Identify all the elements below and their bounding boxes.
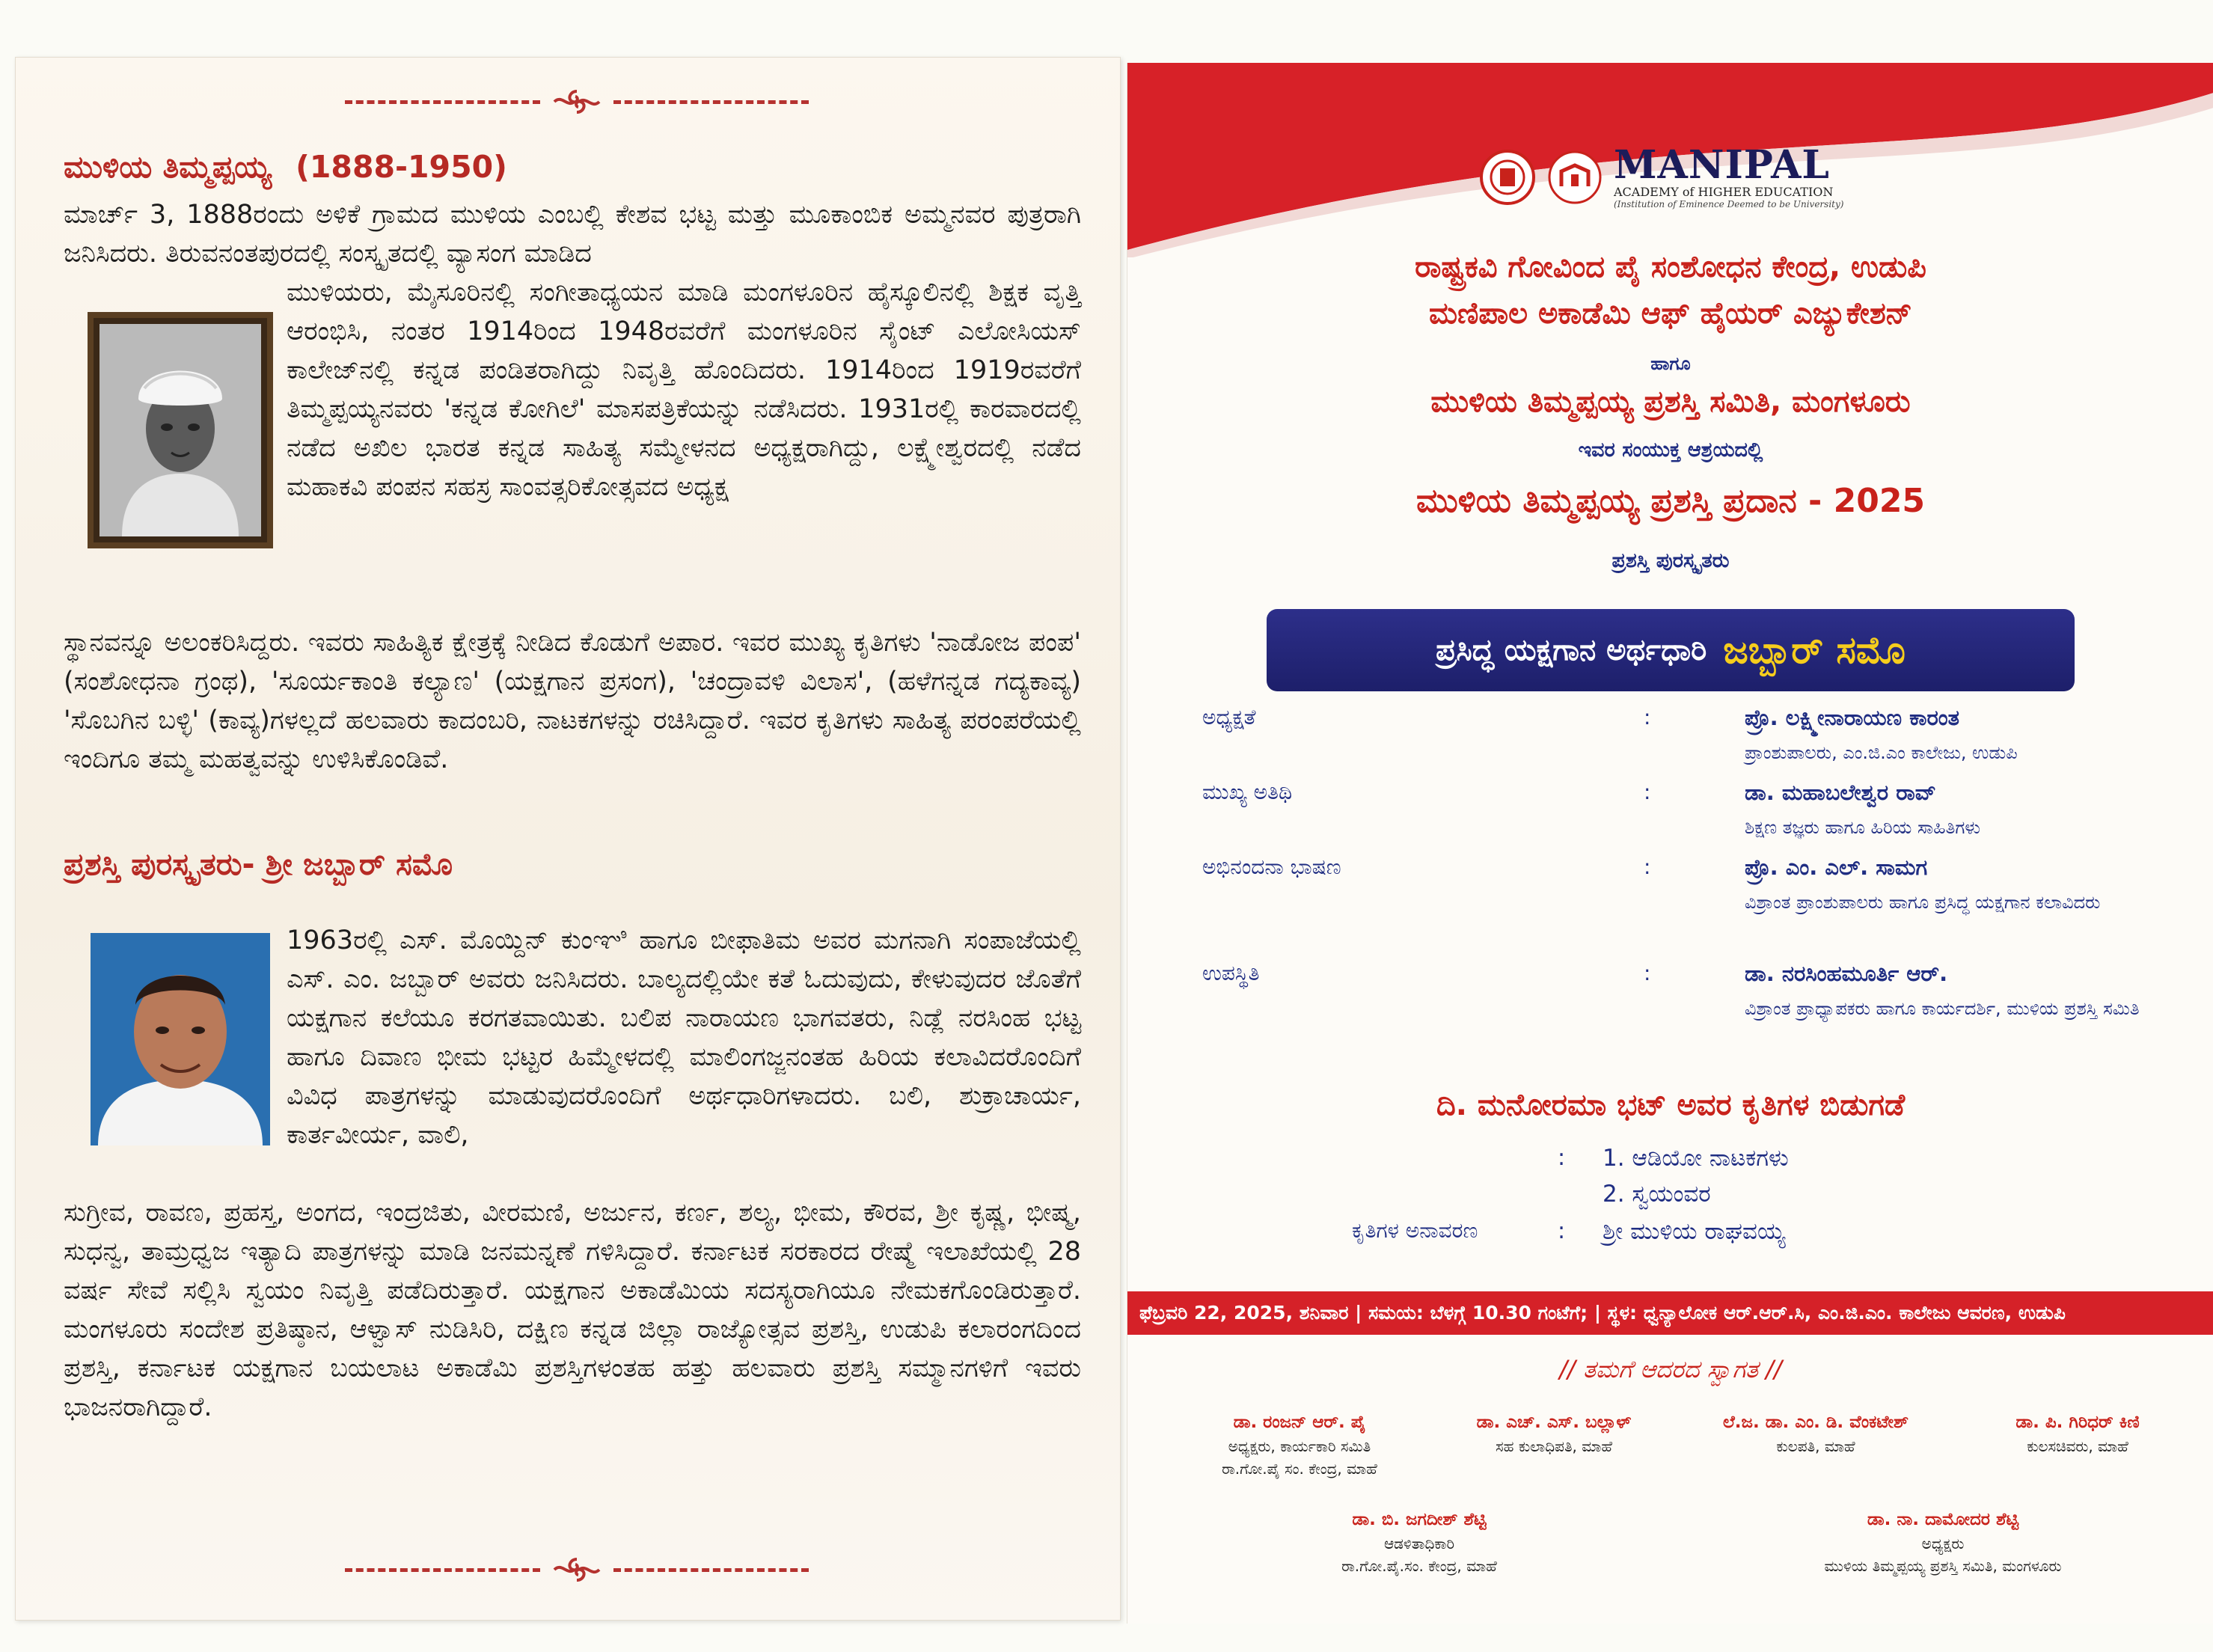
brand-name: MANIPAL — [1614, 142, 1830, 188]
release-title: ದಿ. ಮನೋರಮಾ ಭಟ್ ಅವರ ಕೃತಿಗಳ ಬಿಡುಗಡೆ — [1436, 1088, 1906, 1122]
role-person: ಡಾ. ಮಹಾಬಲೇಶ್ವರ ರಾವ್ — [1745, 780, 1936, 805]
welcome-text: // ತಮಗೆ ಆದರದ ಸ್ವಾಗತ // — [1559, 1355, 1782, 1383]
right-page — [1127, 63, 2213, 1624]
awardee-heading: ಪ್ರಶಸ್ತಿ ಪುರಸ್ಕೃತರು- ಶ್ರೀ ಜಬ್ಬಾರ್ ಸಮೊ — [64, 846, 453, 882]
date-venue-text: ಫೆಬ್ರವರಿ 22, 2025, ಶನಿವಾರ | ಸಮಯ: ಬೆಳಗ್ಗೆ 10.30 ಗಂಟೆಗೆ; | ಸ್ಥಳ: ಧ್ವನ್ಯಾಲೋಕ ಆರ್.ಆರ್.ಸಿ, ಎಂ.ಜಿ.ಎಂ. ಕಾಲೇಜು ಆವರಣ, ಉಡುಪಿ — [1139, 1302, 2066, 1324]
role-person: ಪ್ರೊ. ಎಂ. ಎಲ್. ಸಾಮಗ — [1745, 854, 1928, 880]
official-name: ಡಾ. ಪಿ. ಗಿರಿಧರ್ ಕಿಣಿ — [2015, 1413, 2140, 1432]
official-entry — [1157, 1410, 1442, 1480]
poet-bio-rest: ಸ್ಥಾನವನ್ನೂ ಅಲಂಕರಿಸಿದ್ದರು. ಇವರು ಸಾಹಿತ್ಯಿಕ ಕ್ಷೇತ್ರಕ್ಕೆ ನೀಡಿದ ಕೊಡುಗೆ ಅಪಾರ. ಇವರ ಮುಖ್ಯ ಕೃತಿಗಳು 'ನಾಡೋಜ ಪಂಪ' (ಸಂಶೋಧನಾ ಗ್ರಂಥ), 'ಸೂರ್ಯಕಾಂತಿ ಕಲ್ಯಾಣ' (ಯಕ್ಷಗಾನ ಪ್ರಸಂಗ), 'ಚಂದ್ರಾವಳಿ ವಿಲಾಸ', (ಹಳೆಗನ್ನಡ ಗದ್ಯಕಾವ್ಯ) 'ಸೊಬಗಿನ ಬಳ್ಳಿ' (ಕಾವ್ಯ)ಗಳಲ್ಲದೆ ಹಲವಾರು ಕಾದಂಬರಿ, ನಾಟಕಗಳನ್ನು ರಚಿಸಿದ್ದಾರೆ. ಇವರ ಕೃತಿಗಳು ಸಾಹಿತ್ಯ ಪರಂಪರೆಯಲ್ಲಿ ಇಂದಿಗೂ ತಮ್ಮ ಮಹತ್ವವನ್ನು ಉಳಿಸಿಕೊಂಡಿವೆ. — [64, 628, 1081, 774]
left-page — [15, 57, 1121, 1621]
awardee-name: ಜಬ್ಬಾರ್ ಸಮೊ — [1723, 628, 1906, 672]
role-person: ಪ್ರೊ. ಲಕ್ಷ್ಮೀನಾರಾಯಣ ಕಾರಂತ — [1745, 705, 1960, 730]
role-desc: ಶಿಕ್ಷಣ ತಜ್ಞರು ಹಾಗೂ ಹಿರಿಯ ಸಾಹಿತಿಗಳು — [1745, 817, 1981, 838]
event-title: ಮುಳಿಯ ತಿಮ್ಮಪ್ಪಯ್ಯ ಪ್ರಶಸ್ತಿ ಪ್ರದಾನ - 2025 — [1415, 482, 1926, 520]
poet-years: (1888-1950) — [296, 149, 507, 185]
research-centre-seal-icon — [1479, 149, 1536, 206]
role-desc: ಪ್ರಾಂಶುಪಾಲರು, ಎಂ.ಜಿ.ಎಂ ಕಾಲೇಜು, ಉಡುಪಿ — [1745, 742, 2018, 763]
role-desc: ವಿಶ್ರಾಂತ ಪ್ರಾಂಶುಪಾಲರು ಹಾಗೂ ಪ್ರಸಿದ್ಧ ಯಕ್ಷಗಾನ ಕಲಾವಿದರು — [1745, 892, 2101, 913]
date-venue-strip — [1127, 1291, 2213, 1335]
role-row — [1127, 705, 2213, 780]
official-entry — [1427, 1410, 1681, 1457]
official-entry — [1674, 1410, 1958, 1457]
release-item: 2. ಸ್ವಯಂವರ — [1603, 1181, 1711, 1208]
awardee-prefix: ಪ್ರಸಿದ್ಧ ಯಕ್ಷಗಾನ ಅರ್ಥಧಾರಿ — [1436, 633, 1707, 667]
official-desc: ರಾ.ಗೋ.ಪೈ ಸಂ. ಕೇಂದ್ರ, ಮಾಹೆ — [1222, 1460, 1377, 1478]
poet-bio-main: ಮುಳಿಯರು, ಮೈಸೂರಿನಲ್ಲಿ ಸಂಗೀತಾಧ್ಯಯನ ಮಾಡಿ ಮಂಗಳೂರಿನ ಹೈಸ್ಕೂಲಿನಲ್ಲಿ ಶಿಕ್ಷಕ ವೃತ್ತಿ ಆರಂಭಿಸಿ, ನಂತರ 1914ರಿಂದ 1948ರವರೆಗೆ ಮಂಗಳೂರಿನ ಸೈಂಟ್ ಎಲೋಸಿಯಸ್ ಕಾಲೇಜ್‌ನಲ್ಲಿ ಕನ್ನಡ ಪಂಡಿತರಾಗಿದ್ದು ನಿವೃತ್ತಿ ಹೊಂದಿದರು. 1914ರಿಂದ 1919ರವರೆಗೆ ತಿಮ್ಮಪ್ಪಯ್ಯನವರು 'ಕನ್ನಡ ಕೋಗಿಲೆ' ಮಾಸಪತ್ರಿಕೆಯನ್ನು ನಡೆಸಿದರು. 1931ರಲ್ಲಿ ಕಾರವಾರದಲ್ಲಿ ನಡೆದ ಅಖಿಲ ಭಾರತ ಕನ್ನಡ ಸಾಹಿತ್ಯ ಸಮ್ಮೇಳನದ ಅಧ್ಯಕ್ಷರಾಗಿದ್ದು, ಲಕ್ಷ್ಮೇಶ್ವರದಲ್ಲಿ ನಡೆದ ಮಹಾಕವಿ ಪಂಪನ ಸಹಸ್ರ ಸಾಂವತ್ಸರಿಕೋತ್ಸವದ ಅಧ್ಯಕ್ಷ — [287, 278, 1081, 502]
manipal-brand — [1614, 142, 1844, 209]
role-person: ಡಾ. ನರಸಿಂಹಮೂರ್ತಿ ಆರ್. — [1745, 961, 1948, 986]
role-colon: : — [1644, 705, 1651, 729]
unveil-label: ಕೃತಿಗಳ ಅನಾವರಣ — [1352, 1218, 1478, 1243]
official-entry — [1950, 1410, 2205, 1457]
official-name: ಡಾ. ರಂಜನ್ ಆರ್. ಪೈ — [1233, 1413, 1366, 1432]
and-text: ಹಾಗೂ — [1650, 353, 1691, 374]
official-desc: ಮುಳಿಯ ತಿಮ್ಮಪ್ಪಯ್ಯ ಪ್ರಶಸ್ತಿ ಸಮಿತಿ, ಮಂಗಳೂರು — [1824, 1557, 2062, 1575]
joint-auspices: ಇವರ ಸಂಯುಕ್ತ ಆಶ್ರಯದಲ್ಲಿ — [1578, 438, 1763, 462]
role-row — [1127, 780, 2213, 854]
official-desc: ಕುಲಸಚಿವರು, ಮಾಹೆ — [2027, 1437, 2128, 1455]
official-name: ಡಾ. ಎಚ್. ಎಸ್. ಬಲ್ಲಾಳ್ — [1476, 1413, 1632, 1432]
role-label: ಅಧ್ಯಕ್ಷತೆ — [1202, 705, 1256, 729]
unveil-person: ಶ್ರೀ ಮುಳಿಯ ರಾಘವಯ್ಯ — [1603, 1218, 1786, 1245]
bottom-ornament — [345, 1551, 809, 1588]
official-desc: ರಾ.ಗೋ.ಪೈ.ಸಂ. ಕೇಂದ್ರ, ಮಾಹೆ — [1341, 1557, 1497, 1575]
awardee-label: ಪ್ರಶಸ್ತಿ ಪುರಸ್ಕೃತರು — [1611, 549, 1730, 572]
brand-sub: ACADEMY of HIGHER EDUCATION — [1614, 185, 1834, 199]
role-colon: : — [1644, 854, 1651, 879]
official-name: ಡಾ. ನಾ. ದಾಮೋದರ ಶೆಟ್ಟಿ — [1867, 1510, 2019, 1529]
official-entry — [1733, 1507, 2152, 1577]
poet-portrait — [88, 312, 273, 548]
flourish-icon — [551, 87, 603, 117]
official-desc: ಕುಲಪತಿ, ಮಾಹೆ — [1776, 1437, 1855, 1455]
poet-bio-intro: ಮಾರ್ಚ್ 3, 1888ರಂದು ಅಳಿಕೆ ಗ್ರಾಮದ ಮುಳಿಯ ಎಂಬಲ್ಲಿ ಕೇಶವ ಭಟ್ಟ ಮತ್ತು ಮೂಕಾಂಬಿಕ ಅಮ್ಮನವರ ಪುತ್ರರಾಗಿ ಜನಿಸಿದರು. ತಿರುವನಂತಪುರದಲ್ಲಿ ಸಂಸ್ಕೃತದಲ್ಲಿ ವ್ಯಾಸಂಗ ಮಾಡಿದ — [64, 200, 1081, 269]
awardee-photo — [91, 933, 270, 1145]
official-name: ಲೆ.ಜ. ಡಾ. ಎಂ. ಡಿ. ವೆಂಕಟೇಶ್ — [1722, 1413, 1909, 1432]
brand-tagline: (Institution of Eminence Deemed to be University) — [1614, 199, 1844, 209]
org-line-2: ಮಣಿಪಾಲ ಅಕಾಡೆಮಿ ಆಫ್ ಹೈಯರ್ ಎಜ್ಯುಕೇಶನ್ — [1428, 296, 1913, 331]
official-desc: ಅಧ್ಯಕ್ಷರು — [1921, 1535, 1965, 1552]
official-desc: ಅಧ್ಯಕ್ಷರು, ಕಾರ್ಯಕಾರಿ ಸಮಿತಿ — [1228, 1437, 1371, 1455]
awardee-bio-rest: ಸುಗ್ರೀವ, ರಾವಣ, ಪ್ರಹಸ್ತ, ಅಂಗದ, ಇಂದ್ರಜಿತು, ವೀರಮಣಿ, ಅರ್ಜುನ, ಕರ್ಣ, ಶಲ್ಯ, ಭೀಮ, ಕೌರವ, ಶ್ರೀ ಕೃಷ್ಣ, ಭೀಷ್ಮ, ಸುಧನ್ವ, ತಾಮ್ರಧ್ವಜ ಇತ್ಯಾದಿ ಪಾತ್ರಗಳನ್ನು ಮಾಡಿ ಜನಮನ್ನಣೆ ಗಳಿಸಿದ್ದಾರೆ. ಕರ್ನಾಟಕ ಸರಕಾರದ ರೇಷ್ಮೆ ಇಲಾಖೆಯಲ್ಲಿ 28 ವರ್ಷ ಸೇವೆ ಸಲ್ಲಿಸಿ ಸ್ವಯಂ ನಿವೃತ್ತಿ ಪಡೆದಿರುತ್ತಾರೆ. ಯಕ್ಷಗಾನ ಅಕಾಡೆಮಿಯ ಸದಸ್ಯರಾಗಿಯೂ ನೇಮಕಗೊಂಡಿರುತ್ತಾರೆ. ಮಂಗಳೂರು ಸಂದೇಶ ಪ್ರತಿಷ್ಠಾನ, ಆಳ್ವಾಸ್ ನುಡಿಸಿರಿ, ದಕ್ಷಿಣ ಕನ್ನಡ ಜಿಲ್ಲಾ ರಾಜ್ಯೋತ್ಸವ ಪ್ರಶಸ್ತಿ, ಉಡುಪಿ ಕಲಾರಂಗದಿಂದ ಪ್ರಶಸ್ತಿ, ಕರ್ನಾಟಕ ಯಕ್ಷಗಾನ ಬಯಲಾಟ ಅಕಾಡೆಮಿ ಪ್ರಶಸ್ತಿಗಳಂತಹ ಹತ್ತು ಹಲವಾರು ಪ್ರಶಸ್ತಿ ಸಮ್ಮಾನಗಳಿಗೆ ಇವರು ಭಾಜನರಾಗಿದ್ದಾರೆ. — [64, 1198, 1081, 1422]
awardee-bio-main: 1963ರಲ್ಲಿ ಎಸ್. ಮೊಯ್ದಿನ್ ಕುಂಞಿ ಹಾಗೂ ಬೀಫಾತಿಮ ಅವರ ಮಗನಾಗಿ ಸಂಪಾಜೆಯಲ್ಲಿ ಎಸ್. ಎಂ. ಜಬ್ಬಾರ್ ಅವರು ಜನಿಸಿದರು. ಬಾಲ್ಯದಲ್ಲಿಯೇ ಕತೆ ಓದುವುದು, ಕೇಳುವುದರ ಜೊತೆಗೆ ಯಕ್ಷಗಾನ ಕಲೆಯೂ ಕರಗತವಾಯಿತು. ಬಲಿಪ ನಾರಾಯಣ ಭಾಗವತರು, ನಿಡ್ಲೆ ನರಸಿಂಹ ಭಟ್ಟ ಹಾಗೂ ದಿವಾಣ ಭೀಮ ಭಟ್ಟರ ಹಿಮ್ಮೇಳದಲ್ಲಿ ಮಾಲಿಂಗಜ್ಜನಂತಹ ಹಿರಿಯ ಕಲಾವಿದರೊಂದಿಗೆ ವಿವಿಧ ಪಾತ್ರಗಳನ್ನು ಮಾಡುವುದರೊಂದಿಗೆ ಅರ್ಥಧಾರಿಗಳಾದರು. ಬಲಿ, ಶುಕ್ರಾಚಾರ್ಯ, ಕಾರ್ತವೀರ್ಯ, ವಾಲಿ, — [287, 926, 1081, 1150]
role-label: ಉಪಸ್ಥಿತಿ — [1202, 961, 1260, 985]
role-desc: ವಿಶ್ರಾಂತ ಪ್ರಾಧ್ಯಾಪಕರು ಹಾಗೂ ಕಾರ್ಯದರ್ಶಿ, ಮುಳಿಯ ಪ್ರಶಸ್ತಿ ಸಮಿತಿ — [1745, 998, 2140, 1019]
poet-title: ಮುಳಿಯ ತಿಮ್ಮಪ್ಪಯ್ಯ — [64, 149, 272, 185]
role-row — [1127, 961, 2213, 1035]
poet-heading — [64, 149, 507, 186]
manipal-emblem-icon — [1546, 149, 1603, 206]
portrait-image — [100, 324, 261, 536]
role-label: ಅಭಿನಂದನಾ ಭಾಷಣ — [1202, 854, 1341, 879]
release-item: 1. ಆಡಿಯೋ ನಾಟಕಗಳು — [1603, 1145, 1789, 1172]
logos-group — [1479, 142, 1844, 209]
official-name: ಡಾ. ಬಿ. ಜಗದೀಶ್ ಶೆಟ್ಟಿ — [1352, 1510, 1487, 1529]
awardee-banner — [1267, 609, 2075, 691]
awardee-portrait — [91, 933, 270, 1145]
top-ornament — [345, 83, 809, 120]
role-row — [1127, 854, 2213, 929]
org-line-1: ರಾಷ್ಟ್ರಕವಿ ಗೋವಿಂದ ಪೈ ಸಂಶೋಧನ ಕೇಂದ್ರ, ಉಡುಪಿ — [1415, 250, 1926, 284]
org-line-3: ಮುಳಿಯ ತಿಮ್ಮಪ್ಪಯ್ಯ ಪ್ರಶಸ್ತಿ ಸಮಿತಿ, ಮಂಗಳೂರು — [1430, 385, 1911, 419]
role-colon: : — [1644, 780, 1651, 804]
flourish-icon — [551, 1555, 603, 1585]
role-label: ಮುಖ್ಯ ಅತಿಥಿ — [1202, 780, 1293, 804]
role-colon: : — [1644, 961, 1651, 985]
unveil-colon: : — [1558, 1218, 1566, 1244]
release-colon: : — [1558, 1145, 1566, 1171]
official-entry — [1262, 1507, 1576, 1577]
official-desc: ಆಡಳಿತಾಧಿಕಾರಿ — [1383, 1535, 1455, 1552]
official-desc: ಸಹ ಕುಲಾಧಿಪತಿ, ಮಾಹೆ — [1495, 1437, 1612, 1455]
